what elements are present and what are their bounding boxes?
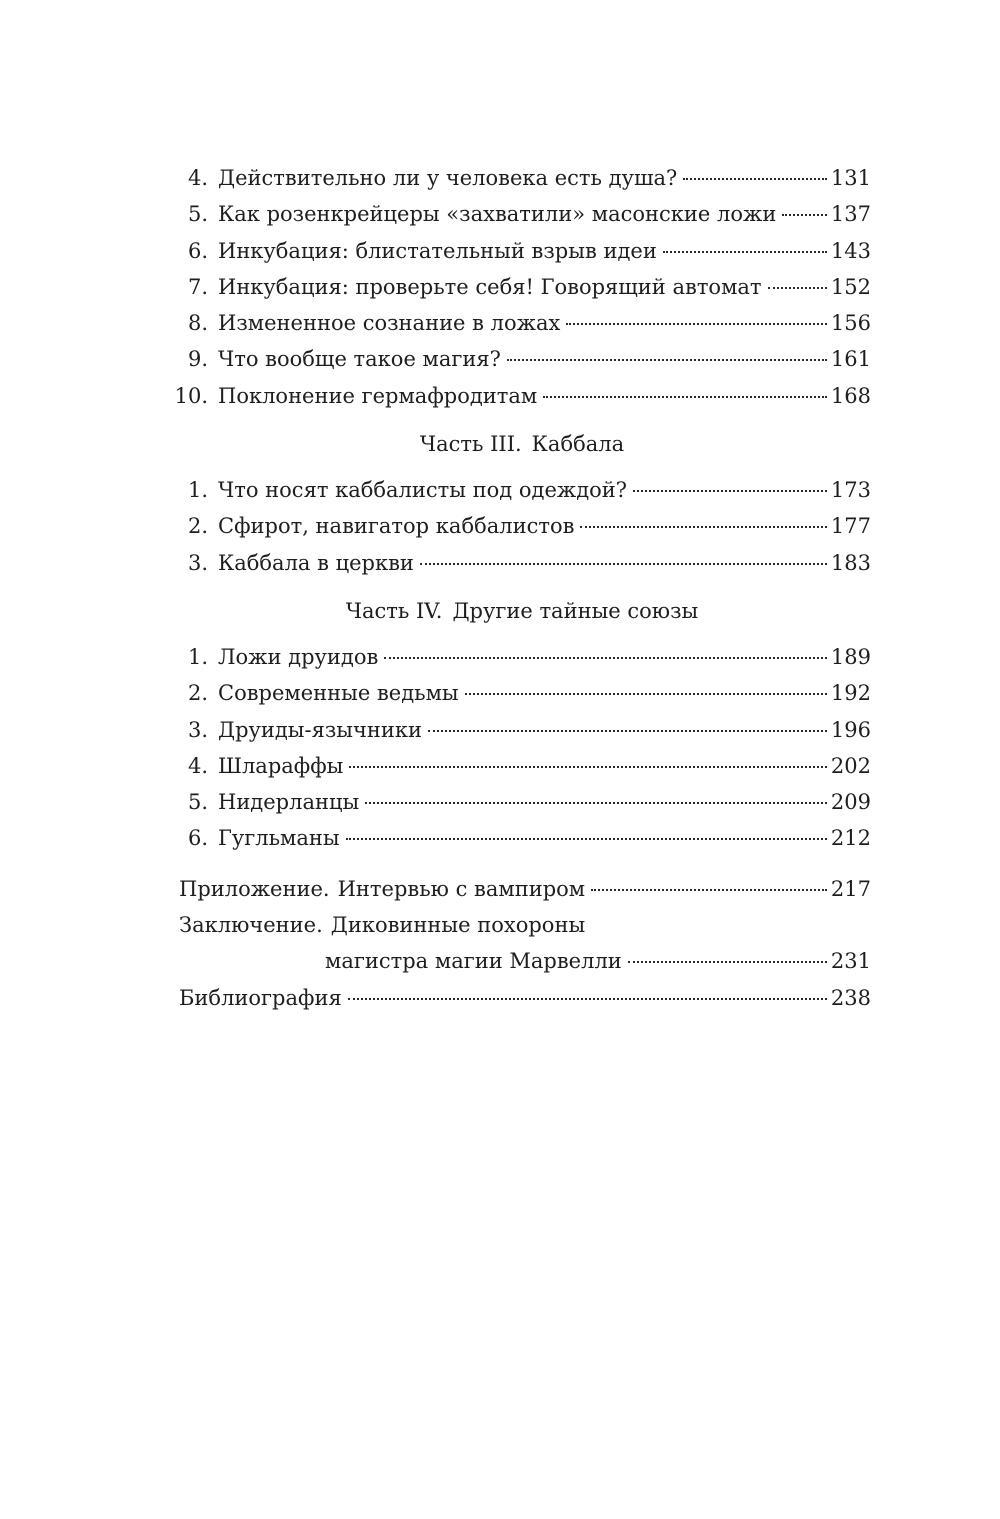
toc-entry[interactable] [173,305,871,341]
entry-page: 238 [830,985,871,1010]
part3-name: Каббала [531,432,625,457]
entry-number: 3. [187,550,208,575]
dot-leader [768,287,827,289]
section-spacer [173,857,871,871]
dot-leader [683,178,827,180]
entry-page: 212 [830,826,871,851]
toc-entry[interactable] [173,196,871,232]
part3-heading [173,424,871,464]
entry-page: 202 [830,753,871,778]
dot-leader [566,323,827,325]
entry-title: Инкубация: проверьте себя! Говорящий автомат [218,274,762,299]
entry-title: Гугльманы [218,826,340,851]
toc-entry[interactable] [173,233,871,269]
entry-page: 192 [830,681,871,706]
toc-entry[interactable] [173,341,871,377]
entry-page: 173 [830,478,871,503]
dot-leader [420,563,827,565]
part4-list [173,639,871,857]
part3-label: Часть III. [419,432,522,457]
toc-entry[interactable] [173,545,871,581]
entry-title: Измененное сознание в ложах [218,311,561,336]
toc-entry-conclusion-continued[interactable] [173,943,871,979]
entry-page: 161 [830,347,871,372]
entry-title: Современные ведьмы [218,681,459,706]
dot-leader [428,730,827,732]
entry-page: 183 [830,550,871,575]
dot-leader [628,961,827,963]
toc-entry[interactable] [173,784,871,820]
part4-label: Часть IV. [345,598,443,623]
dot-leader [591,889,827,891]
toc-entry[interactable] [173,748,871,784]
bibliography-title: Библиография [179,985,342,1010]
dot-leader [465,693,827,695]
entry-title: Как розенкрейцеры «захватили» масонские ложи [218,202,777,227]
entry-number: 6. [187,238,208,263]
entry-page: 177 [830,514,871,539]
entry-page: 156 [830,311,871,336]
part2-list [173,160,871,414]
entry-page: 143 [830,238,871,263]
dot-leader [384,657,827,659]
dot-leader [580,526,826,528]
appendix-name: Интервью с вампиром [337,876,586,901]
toc-entry[interactable] [173,160,871,196]
part3-list [173,472,871,581]
dot-leader [543,396,827,398]
appendix-label: Приложение. [179,876,330,901]
toc-entry[interactable] [173,378,871,414]
entry-number: 10. [174,383,208,408]
entry-number: 3. [187,717,208,742]
conclusion-title-line1 [173,907,585,943]
entry-title: Что носят каббалисты под одеждой? [218,478,628,503]
entry-title: Что вообще такое магия? [218,347,501,372]
entry-number: 2. [187,681,208,706]
appendix-title [173,871,585,907]
toc-entry[interactable] [173,508,871,544]
entry-page: 217 [830,876,871,901]
entry-number: 5. [187,790,208,815]
entry-title: Поклонение гермафродитам [218,383,538,408]
dot-leader [633,490,827,492]
entry-number: 4. [187,753,208,778]
entry-title: Сфирот, навигатор каббалистов [218,514,575,539]
toc-entry[interactable] [173,472,871,508]
entry-title: Действительно ли у человека есть душа? [218,166,678,190]
dot-leader [348,998,827,1000]
toc-entry[interactable] [173,820,871,856]
toc-entry-conclusion[interactable] [173,907,871,943]
entry-page: 196 [830,717,871,742]
conclusion-name-line2: магистра магии Марвелли [325,949,622,974]
entry-number: 5. [187,202,208,227]
table-of-contents [173,160,871,1016]
toc-entry[interactable] [173,712,871,748]
entry-page: 131 [830,166,871,190]
part4-heading [173,591,871,631]
entry-title: Каббала в церкви [218,550,414,575]
entry-number: 8. [187,311,208,336]
part4-name: Другие тайные союзы [452,598,699,623]
toc-entry[interactable] [173,639,871,675]
dot-leader [349,766,827,768]
entry-page: 189 [830,644,871,669]
entry-title: Инкубация: блистательный взрыв идеи [218,238,657,263]
entry-number: 7. [187,274,208,299]
toc-entry-bibliography[interactable] [173,980,871,1016]
entry-page: 152 [830,274,871,299]
toc-entry-appendix[interactable] [173,871,871,907]
dot-leader [507,359,827,361]
toc-entry[interactable] [173,269,871,305]
conclusion-name-line1: Диковинные похороны [330,913,586,938]
entry-title: Нидерланцы [218,790,360,815]
entry-number: 1. [187,478,208,503]
dot-leader [365,802,827,804]
entry-page: 231 [830,949,871,974]
dot-leader [663,251,827,253]
entry-title: Шлараффы [218,753,344,778]
entry-page: 209 [830,790,871,815]
entry-number: 2. [187,514,208,539]
entry-page: 137 [830,202,871,227]
entry-page: 168 [830,383,871,408]
toc-entry[interactable] [173,675,871,711]
entry-number: 4. [187,166,208,190]
dot-leader [346,838,827,840]
conclusion-label: Заключение. [179,913,323,938]
entry-number: 1. [187,644,208,669]
entry-number: 6. [187,826,208,851]
entry-number: 9. [187,347,208,372]
entry-title: Ложи друидов [218,644,379,669]
entry-title: Друиды-язычники [218,717,423,742]
dot-leader [782,214,827,216]
